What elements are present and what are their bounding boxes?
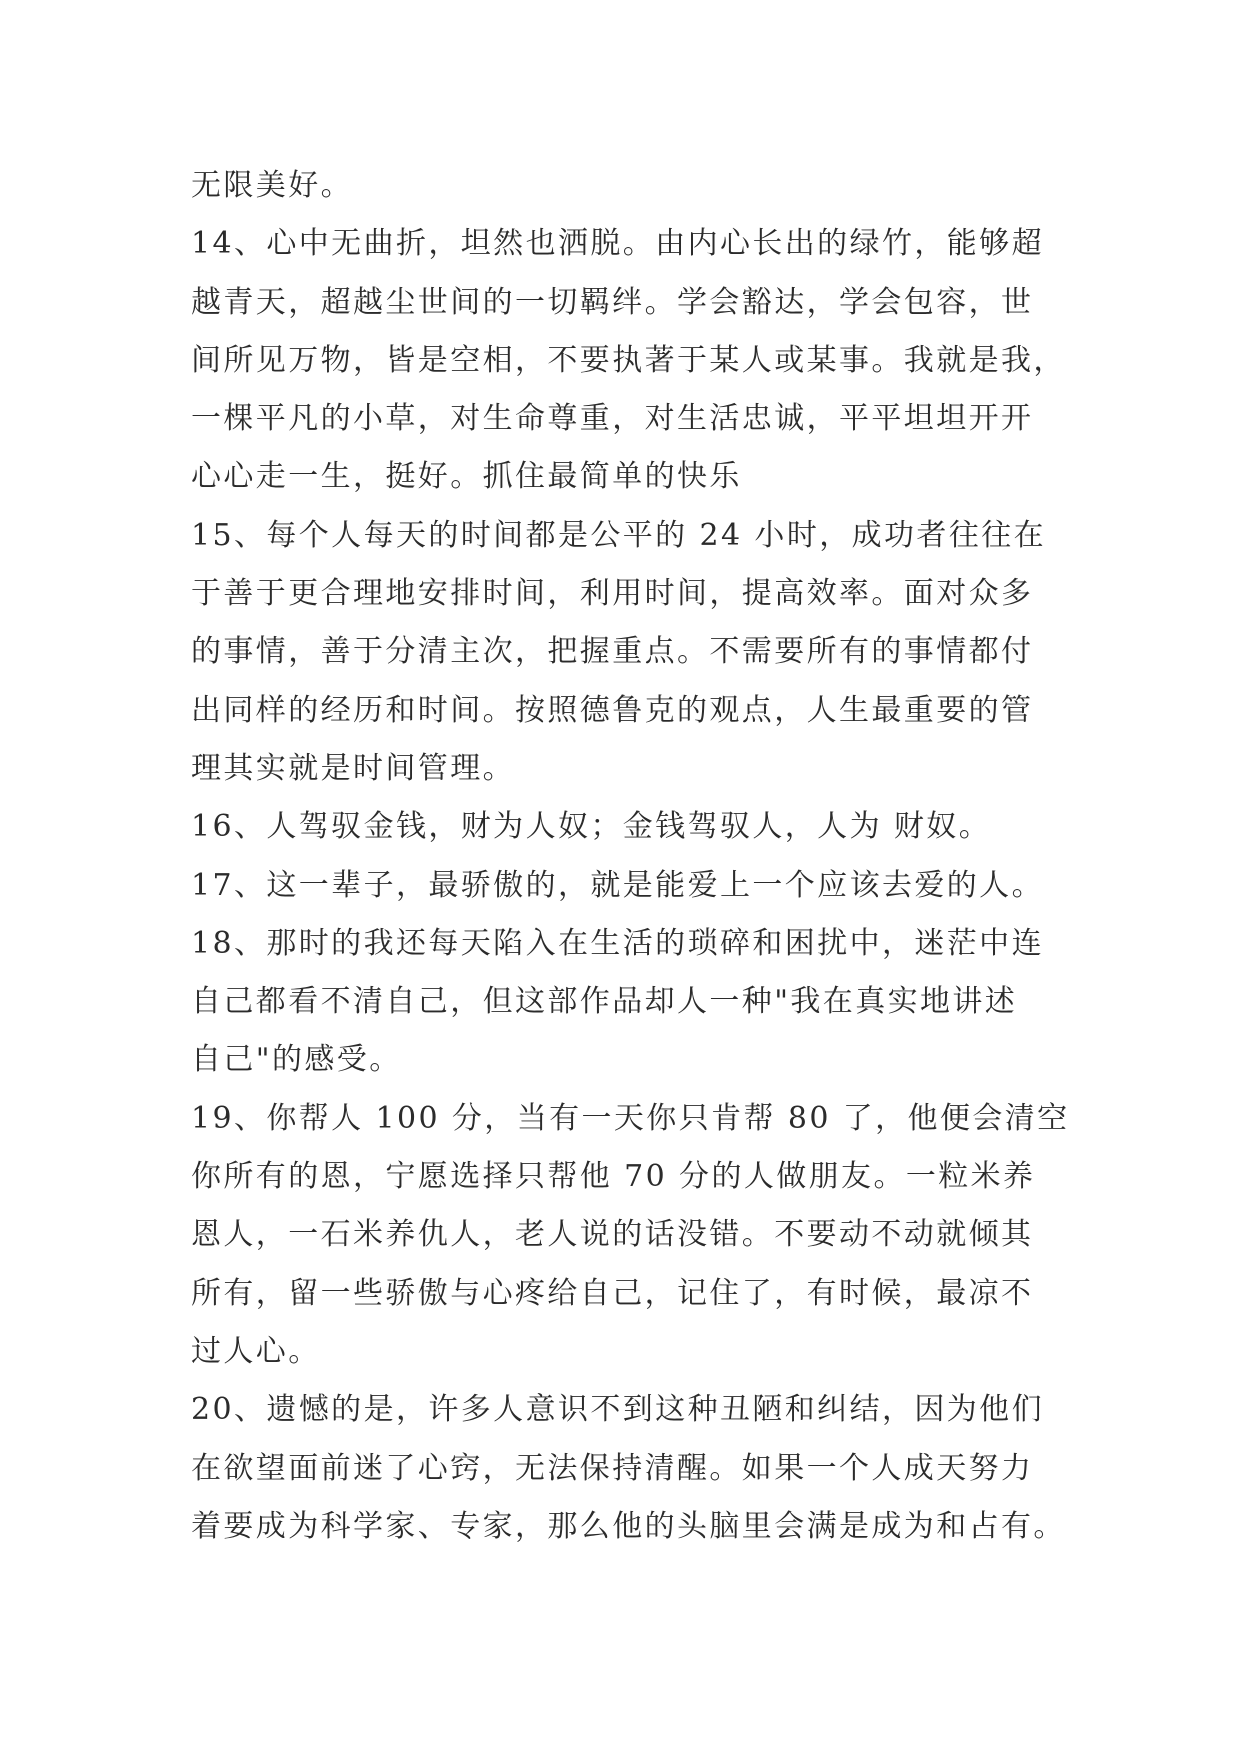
text-line: 过人心。: [191, 1333, 321, 1369]
text-line: 着要成为科学家、专家，那么他的头脑里会满是成为和占有。: [191, 1508, 1066, 1544]
text-line: 14、心中无曲折，坦然也洒脱。由内心长出的绿竹，能够超: [191, 226, 1044, 262]
text-line: 16、人驾驭金钱，财为人奴；金钱驾驭人，人为 财奴。: [191, 809, 992, 845]
text-line: 你所有的恩，宁愿选择只帮他 70 分的人做朋友。一粒米养: [191, 1159, 1036, 1195]
text-line: 17、这一辈子，最骄傲的，就是能爱上一个应该去爱的人。: [191, 867, 1044, 903]
text-line: 的事情，善于分清主次，把握重点。不需要所有的事情都付: [191, 634, 1034, 670]
text-line: 所有，留一些骄傲与心疼给自己，记住了，有时候，最凉不: [191, 1275, 1034, 1311]
text-line: 19、你帮人 100 分，当有一天你只肯帮 80 了，他便会清空: [191, 1100, 1070, 1136]
document-body: [191, 157, 1071, 1556]
text-line: 越青天，超越尘世间的一切羁绊。学会豁达，学会包容，世: [191, 284, 1034, 320]
text-line: 自己"的感受。: [191, 1042, 402, 1078]
text-line: 无限美好。: [191, 168, 353, 203]
text-line: 理其实就是时间管理。: [191, 750, 515, 786]
text-line: 18、那时的我还每天陷入在生活的琐碎和困扰中，迷茫中连: [191, 925, 1044, 961]
text-line: 自己都看不清自己，但这部作品却人一种"我在真实地讲述: [191, 984, 1018, 1020]
text-line: 在欲望面前迷了心窍，无法保持清醒。如果一个人成天努力: [191, 1450, 1034, 1486]
text-line: 一棵平凡的小草，对生命尊重，对生活忠诚，平平坦坦开开: [191, 401, 1034, 437]
text-line: 15、每个人每天的时间都是公平的 24 小时，成功者往往在: [191, 517, 1047, 553]
text-line: 恩人，一石米养仇人，老人说的话没错。不要动不动就倾其: [191, 1217, 1034, 1253]
text-line: 心心走一生，挺好。抓住最简单的快乐: [191, 459, 742, 495]
text-line: 于善于更合理地安排时间，利用时间，提高效率。面对众多: [191, 576, 1034, 612]
text-line: 20、遗憾的是，许多人意识不到这种丑陋和纠结，因为他们: [191, 1392, 1044, 1428]
text-line: 出同样的经历和时间。按照德鲁克的观点，人生最重要的管: [191, 692, 1034, 728]
text-line: 间所见万物，皆是空相，不要执著于某人或某事。我就是我，: [191, 342, 1066, 378]
